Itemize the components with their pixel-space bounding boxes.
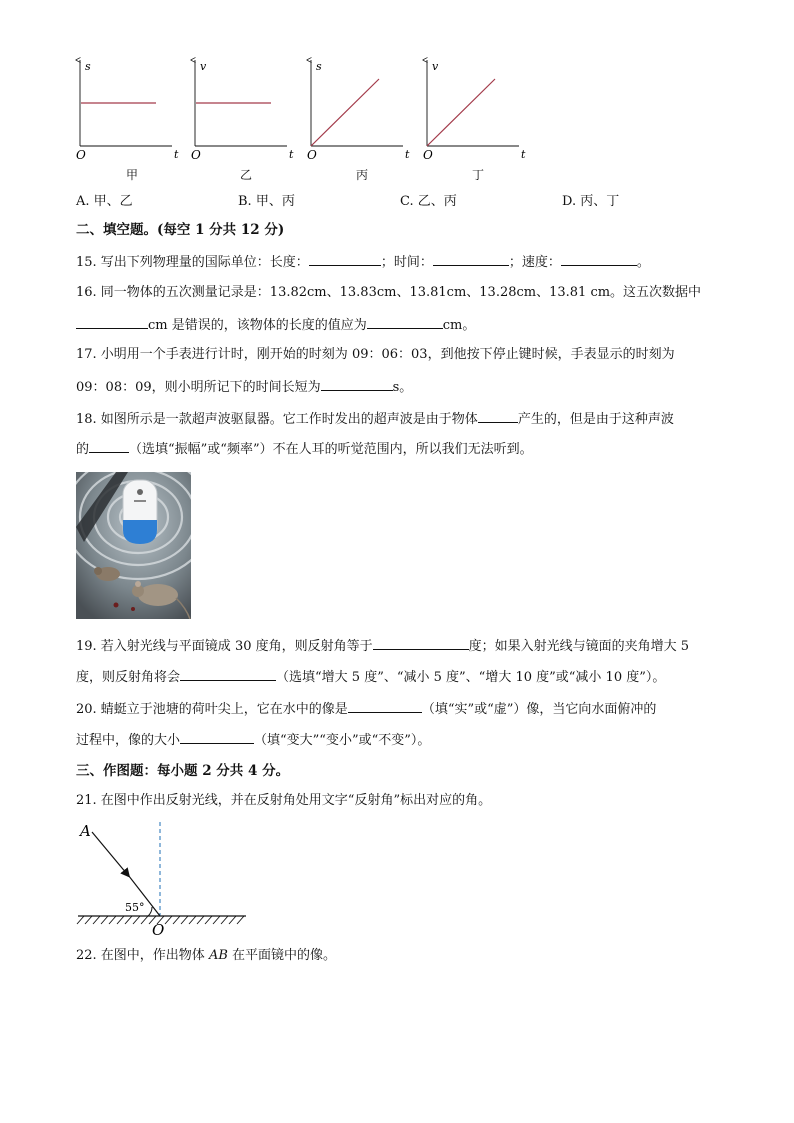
hatch-mark (93, 916, 100, 924)
hatch-mark (189, 916, 196, 924)
hatch-mark (101, 916, 108, 924)
answer-blank[interactable] (348, 699, 422, 713)
hatch-mark (125, 916, 132, 924)
hatch-mark (221, 916, 228, 924)
answer-blank[interactable] (309, 252, 381, 266)
question-17-line2: 09：08：09，则小明所记下的时间长短为 s。 (76, 377, 412, 397)
hatch-mark (205, 916, 212, 924)
incident-ray (92, 832, 127, 874)
option-c: C. 乙、丙 (400, 194, 457, 209)
hatch-mark (165, 916, 172, 924)
hatch-mark (181, 916, 188, 924)
x-axis-label: t (521, 148, 526, 161)
y-axis-label: v (432, 60, 439, 73)
answer-blank[interactable] (180, 730, 254, 744)
x-axis-label: t (174, 148, 179, 161)
answer-blank[interactable] (321, 377, 393, 391)
hatch-mark (173, 916, 180, 924)
section3-title: 三、作图题：每小题 2 分共 4 分。 (76, 763, 290, 779)
origin-label: O (76, 148, 86, 162)
angle-label: 55° (125, 901, 145, 914)
hatch-mark (117, 916, 124, 924)
hatch-mark (213, 916, 220, 924)
hatch-mark (85, 916, 92, 924)
question-16-line1: 16. 同一物体的五次测量记录是：13.82cm、13.83cm、13.81cm、13.28cm、13.81 cm。这五次数据中 (76, 285, 702, 300)
question-16-line2: cm 是错误的，该物体的长度的值应为 cm。 (76, 315, 475, 335)
answer-blank[interactable] (180, 667, 276, 681)
option-b: B. 甲、丙 (238, 194, 295, 209)
answer-blank[interactable] (367, 315, 443, 329)
angle-arc (148, 907, 152, 916)
question-21: 21. 在图中作出反射光线，并在反射角处用文字“反射角”标出对应的角。 (76, 793, 492, 808)
graph-label-bing: 丙 (355, 168, 368, 182)
question-18-line1: 18. 如图所示是一款超声波驱鼠器。它工作时发出的超声波是由于物体 产生的，但是由于这种声波 (76, 409, 674, 429)
hatch-mark (237, 916, 244, 924)
graph-line (427, 79, 495, 146)
point-a-label: A (80, 822, 91, 840)
hatch-mark (229, 916, 236, 924)
answer-blank[interactable] (433, 252, 509, 266)
graph-2 (307, 60, 410, 162)
x-axis-label: t (289, 148, 294, 161)
question-19-line1: 19. 若入射光线与平面镜成 30 度角，则反射角等于 度；如果入射光线与镜面的夹角增大 5 (76, 636, 689, 656)
answer-blank[interactable] (373, 636, 469, 650)
question-20-line1: 20. 蜻蜓立于池塘的荷叶尖上，它在水中的像是 （填“实”或“虚”）像，当它向水面俯冲的 (76, 699, 656, 719)
y-axis-label: s (316, 60, 322, 73)
answer-blank[interactable] (478, 409, 518, 423)
hatch-mark (197, 916, 204, 924)
option-a: A. 甲、乙 (76, 194, 133, 209)
graph-label-yi: 乙 (239, 168, 252, 182)
hatch-mark (133, 916, 140, 924)
graph-1 (191, 60, 294, 162)
graph-label-jia: 甲 (125, 168, 138, 182)
reflection-diagram (70, 818, 260, 940)
question-19-line2: 度，则反射角将会 （选填“增大 5 度”、“减小 5 度”、“增大 10 度”或“减小 10 度”）。 (76, 667, 665, 687)
origin-label: O (307, 148, 317, 162)
graph-0 (76, 60, 179, 162)
answer-blank[interactable] (89, 439, 129, 453)
question-17-line1: 17. 小明用一个手表进行计时，刚开始的时刻为 09：06：03，到他按下停止键时候，手表显示的时刻为 (76, 347, 675, 362)
question-20-line2: 过程中，像的大小 （填“变大”“变小”或“不变”）。 (76, 730, 430, 750)
graph-line (311, 79, 379, 146)
answer-blank[interactable] (76, 315, 148, 329)
ultrasonic-repeller-photo (76, 472, 191, 619)
graph-label-ding: 丁 (471, 168, 484, 182)
y-axis-label: s (85, 60, 91, 73)
graph-3 (423, 60, 526, 162)
hatch-mark (77, 916, 84, 924)
hatch-mark (141, 916, 148, 924)
y-axis-label: v (200, 60, 207, 73)
option-d: D. 丙、丁 (562, 194, 620, 209)
section2-title: 二、填空题。(每空 1 分共 12 分) (76, 222, 285, 238)
question-15: 15. 写出下列物理量的国际单位：长度： ；时间： ；速度： 。 (76, 252, 650, 272)
answer-blank[interactable] (561, 252, 637, 266)
hatch-mark (109, 916, 116, 924)
question-18-line2: 的 （选填“振幅”或“频率”）不在人耳的听觉范围内，所以我们无法听到。 (76, 439, 533, 459)
point-o-label: O (152, 921, 165, 939)
motion-graphs (0, 0, 794, 185)
origin-label: O (191, 148, 201, 162)
x-axis-label: t (405, 148, 410, 161)
origin-label: O (423, 148, 433, 162)
question-22: 22. 在图中，作出物体 AB 在平面镜中的像。 (76, 948, 337, 963)
